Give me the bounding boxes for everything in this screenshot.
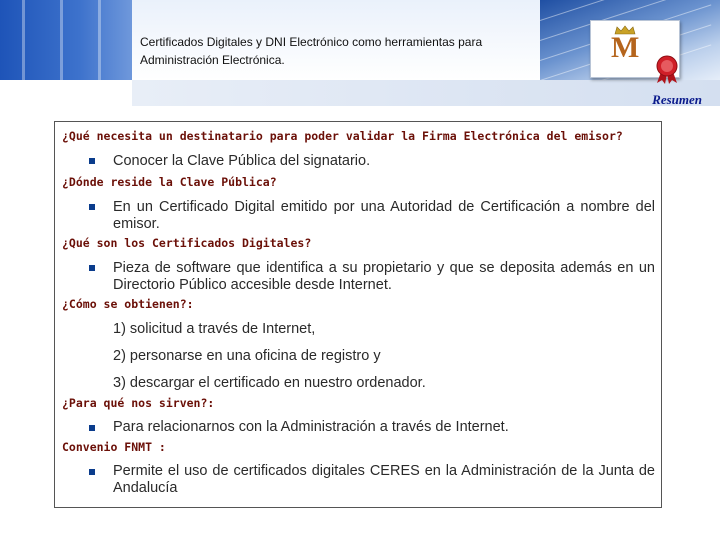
logo-letter: M xyxy=(611,31,640,64)
section-label: Resumen xyxy=(652,92,702,107)
answer-6: Permite el uso de certificados digitales CERES en la Administración de la Junta de Andalucía xyxy=(113,463,655,496)
bullet-icon xyxy=(89,158,95,164)
red-seal-icon xyxy=(652,54,682,84)
answer-5: Para relacionarnos con la Administración a través de Internet. xyxy=(113,419,509,435)
question-3: ¿Qué son los Certificados Digitales? xyxy=(62,236,312,250)
header-title-line1: Certificados Digitales y DNI Electrónico como herramientas para xyxy=(140,35,483,49)
banner-lower-band xyxy=(132,80,720,106)
header-title xyxy=(140,33,530,69)
step-2: 2) personarse en una oficina de registro y xyxy=(113,348,381,364)
bullet-icon xyxy=(89,469,95,475)
question-4: ¿Cómo se obtienen?: xyxy=(62,297,194,311)
question-6: Convenio FNMT : xyxy=(62,440,166,454)
step-1: 1) solicitud a través de Internet, xyxy=(113,321,316,337)
header-banner xyxy=(0,0,720,108)
question-2: ¿Dónde reside la Clave Pública? xyxy=(62,175,277,189)
answer-3: Pieza de software que identifica a su propietario y que se deposita además en un Directorio Público accesible desde Internet. xyxy=(113,260,655,293)
question-1: ¿Qué necesita un destinatario para poder validar la Firma Electrónica del emisor? xyxy=(62,129,623,143)
bullet-icon xyxy=(89,425,95,431)
header-title-line2: Administración Electrónica. xyxy=(140,53,285,67)
bullet-icon xyxy=(89,265,95,271)
answer-2: En un Certificado Digital emitido por una Autoridad de Certificación a nombre del emisor. xyxy=(113,199,655,232)
bullet-icon xyxy=(89,204,95,210)
answer-1: Conocer la Clave Pública del signatario. xyxy=(113,153,371,169)
step-3: 3) descargar el certificado en nuestro ordenador. xyxy=(113,375,426,391)
question-5: ¿Para qué nos sirven?: xyxy=(62,396,215,410)
banner-left-panel xyxy=(0,0,132,80)
